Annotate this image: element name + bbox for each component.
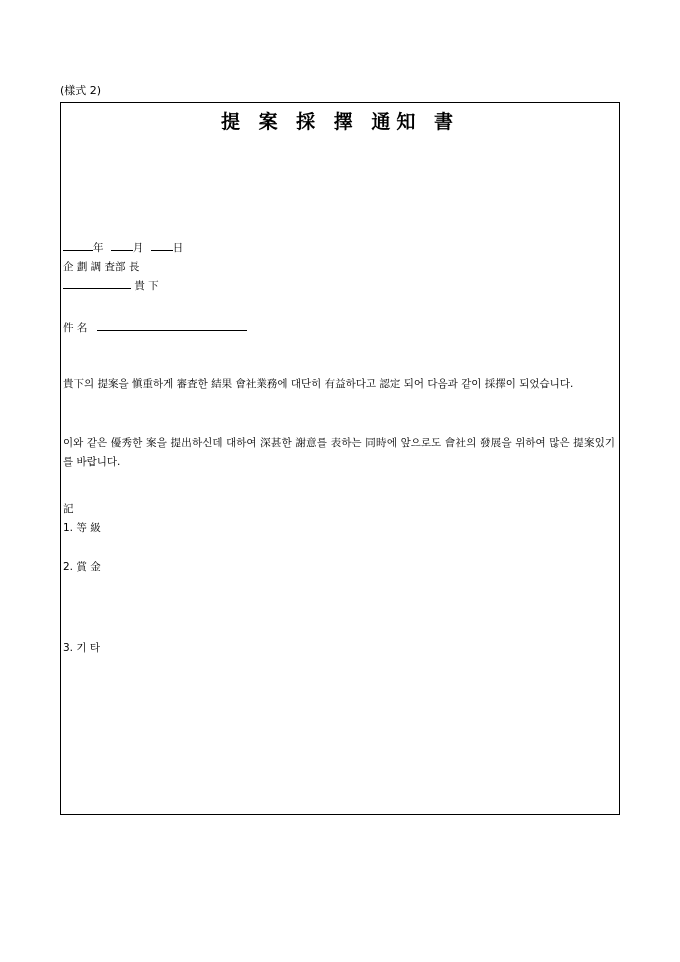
year-blank[interactable]	[63, 240, 93, 251]
subject-line	[63, 320, 247, 335]
date-line	[63, 240, 183, 255]
item-prize: 2. 賞 金	[63, 561, 101, 573]
record-label: 記	[63, 503, 74, 515]
month-label: 月	[132, 242, 144, 254]
subject-label: 件 名	[63, 322, 88, 334]
day-label: 日	[172, 242, 184, 254]
body-paragraph-1: 貴下의 提案을 愼重하게 審査한 結果 會社業務에 대단히 有益하다고 認定 되어 다음과 같이 採擇이 되었습니다.	[63, 378, 574, 390]
document-title: 提 案 採 擇 通知 書	[220, 111, 460, 133]
year-label: 年	[93, 242, 104, 254]
day-blank[interactable]	[151, 240, 173, 251]
item-grade: 1. 等 級	[63, 522, 101, 534]
item-other: 3. 기 타	[63, 642, 100, 654]
subject-blank[interactable]	[97, 320, 247, 331]
recipient-suffix: 貴 下	[134, 280, 159, 292]
recipient-blank[interactable]	[63, 278, 131, 289]
recipient-line	[63, 278, 159, 293]
body-paragraph-2: 이와 같은 優秀한 案을 提出하신데 대하여 深甚한 謝意를 表하는 同時에 앞으로도 會社의 發展을 위하여 많은 提案있기를 바랍니다.	[63, 437, 615, 468]
form-code: (樣式 2)	[60, 84, 102, 97]
notice-form	[60, 102, 620, 815]
month-blank[interactable]	[111, 240, 133, 251]
sender-line: 企 劃 調 査部 長	[63, 261, 140, 273]
